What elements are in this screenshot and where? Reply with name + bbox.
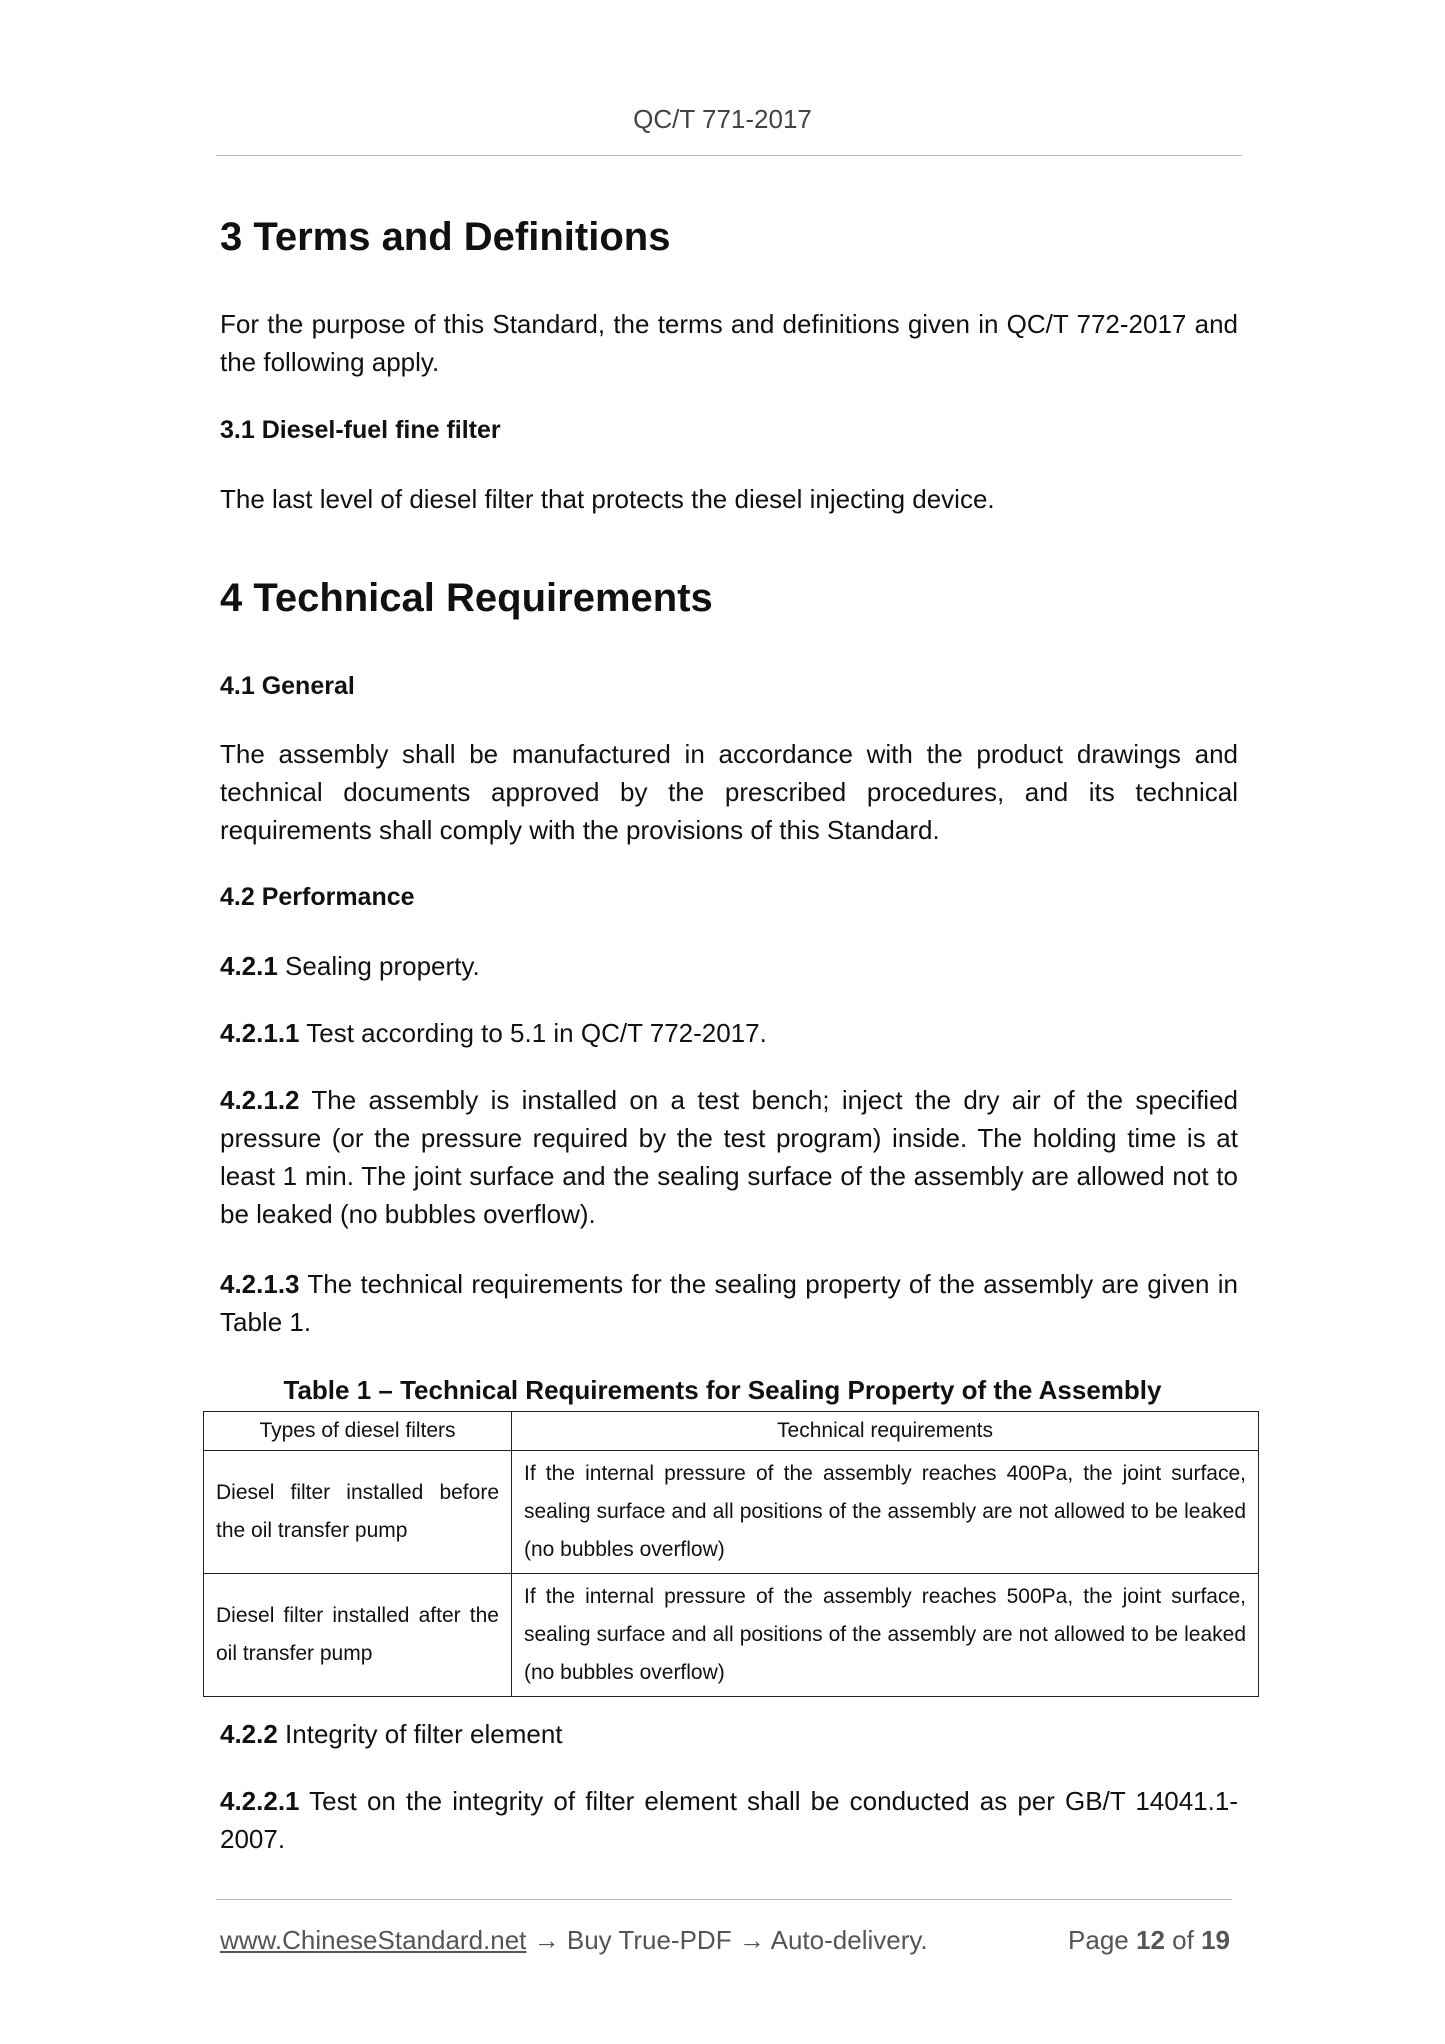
clause-4-2-1-1: [220, 1014, 1238, 1052]
clause-4-2-2-1: [220, 1782, 1238, 1858]
section-3-intro: For the purpose of this Standard, the terms and definitions given in QC/T 772-2017 and the following apply.: [220, 309, 1238, 377]
clause-number: 4.2.1.1: [220, 1018, 300, 1048]
section-4-heading: 4 Technical Requirements: [220, 576, 713, 620]
table-header-cell: Types of diesel filters: [204, 1412, 512, 1451]
table-cell-filter-type: Diesel filter installed after the oil transfer pump: [204, 1574, 512, 1697]
page-total: 19: [1201, 1925, 1230, 1955]
table-header-row: [204, 1412, 1259, 1451]
clause-number: 4.2.1.2: [220, 1085, 300, 1115]
table-row: [204, 1451, 1259, 1574]
clause-text: Integrity of filter element: [277, 1719, 563, 1749]
footer-delivery-text: Auto-delivery.: [770, 1925, 928, 1955]
footer-site-link[interactable]: www.ChineseStandard.net: [220, 1925, 527, 1955]
clause-4-1-text: The assembly shall be manufactured in accordance with the product drawings and technical documents approved by the prescribed procedures, and its technical requirements shall comply with the provisions of this Standard.: [220, 739, 1238, 845]
page-label: Page: [1068, 1925, 1129, 1955]
table-cell-requirement: If the internal pressure of the assembly reaches 500Pa, the joint surface, sealing surface and all positions of the assembly are not allowed to be leaked (no bubbles overflow): [512, 1574, 1259, 1697]
clause-4-2-1-3: [220, 1265, 1238, 1341]
clause-4-2-1: [220, 947, 1238, 985]
header-doc-code: QC/T 771-2017: [633, 104, 812, 134]
header-rule: [216, 155, 1242, 156]
table-1: [203, 1411, 1259, 1697]
clause-4-2-2: [220, 1715, 1238, 1753]
footer-rule: [216, 1899, 1232, 1900]
page-number: 12: [1136, 1925, 1165, 1955]
clause-4-2-heading: 4.2 Performance: [220, 883, 415, 911]
term-3-1-definition: The last level of diesel filter that protects the diesel injecting device.: [220, 484, 995, 514]
term-3-1-heading: 3.1 Diesel-fuel fine filter: [220, 416, 501, 444]
clause-number: 4.2.1.3: [220, 1269, 300, 1299]
of-label: of: [1172, 1925, 1194, 1955]
table-row: [204, 1574, 1259, 1697]
clause-text: Sealing property.: [277, 951, 480, 981]
clause-number: 4.2.1: [220, 951, 278, 981]
table-1-caption: Table 1 – Technical Requirements for Sealing Property of the Assembly: [283, 1375, 1162, 1405]
table-cell-filter-type: Diesel filter installed before the oil transfer pump: [204, 1451, 512, 1574]
footer-page-info: [1068, 1925, 1230, 1956]
arrow-icon: →: [738, 1925, 765, 1955]
footer: [220, 1925, 1230, 1956]
footer-buy-text: Buy True-PDF: [566, 1925, 732, 1955]
clause-text: The technical requirements for the sealing property of the assembly are given in Table 1.: [220, 1269, 1238, 1337]
clause-4-1-heading: 4.1 General: [220, 672, 355, 700]
clause-number: 4.2.2.1: [220, 1786, 300, 1816]
clause-text: The assembly is installed on a test bench; inject the dry air of the specified pressure (or the pressure required by the test program) inside. The holding time is at least 1 min. The joint surface and the sealing surface of the assembly are allowed not to be leaked (no bubbles overflow).: [220, 1085, 1238, 1229]
table-header-cell: Technical requirements: [512, 1412, 1259, 1451]
section-3-heading: 3 Terms and Definitions: [220, 215, 671, 259]
arrow-icon: →: [533, 1925, 560, 1955]
table-cell-requirement: If the internal pressure of the assembly reaches 400Pa, the joint surface, sealing surface and all positions of the assembly are not allowed to be leaked (no bubbles overflow): [512, 1451, 1259, 1574]
clause-text: Test according to 5.1 in QC/T 772-2017.: [299, 1018, 767, 1048]
clause-number: 4.2.2: [220, 1719, 278, 1749]
clause-text: Test on the integrity of filter element shall be conducted as per GB/T 14041.1-2007.: [220, 1786, 1238, 1854]
clause-4-2-1-2: [220, 1081, 1238, 1233]
